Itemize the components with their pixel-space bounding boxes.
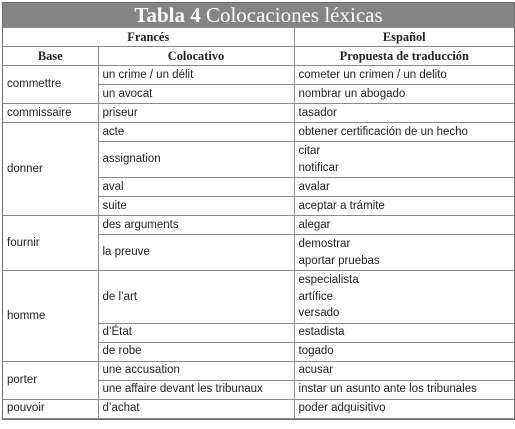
colocativo-cell: d’achat [98, 399, 294, 418]
colocativo-cell: suite [98, 197, 294, 216]
colocativo-cell: un crime / un délit [98, 66, 294, 85]
traduccion-line: obtener certificación de un hecho [298, 125, 468, 138]
base-cell: donner [3, 123, 98, 216]
column-header-base: Base [3, 47, 98, 66]
base-cell: commettre [3, 66, 98, 104]
traduccion-line: acusar [298, 364, 334, 377]
table-title [3, 3, 514, 27]
traduccion-line: togado [298, 345, 334, 358]
group-header-frances: Francés [3, 28, 294, 47]
colocativo-cell: une accusation [98, 361, 294, 380]
traduccion-line: aceptar a trámite [298, 199, 385, 212]
table-row [3, 399, 514, 418]
traduccion-cell [294, 123, 514, 142]
collocations-table [3, 27, 514, 419]
traduccion-cell [294, 142, 514, 178]
traduccion-line: avalar [298, 180, 330, 193]
colocativo-cell: de robe [98, 342, 294, 361]
traduccion-line: instar un asunto ante los tribunales [298, 383, 477, 396]
colocativo-cell: acte [98, 123, 294, 142]
table-title-number: Tabla 4 [134, 3, 201, 27]
colocativo-cell: la preuve [98, 235, 294, 271]
column-header-traduccion: Propuesta de traducción [294, 47, 514, 66]
colocativo-cell: des arguments [98, 216, 294, 235]
traduccion-cell [294, 380, 514, 399]
colocativo-cell: aval [98, 178, 294, 197]
traduccion-line: cometer un crimen / un delito [298, 68, 447, 81]
traduccion-line: poder adquisitivo [298, 402, 386, 415]
traduccion-cell [294, 216, 514, 235]
table-row [3, 123, 514, 142]
traduccion-line: especialista [298, 274, 359, 286]
traduccion-cell [294, 197, 514, 216]
colocativo-cell: une affaire devant les tribunaux [98, 380, 294, 399]
traduccion-cell [294, 104, 514, 123]
traduccion-line: citar [298, 145, 321, 157]
table-frame [2, 2, 515, 420]
traduccion-cell [294, 342, 514, 361]
traduccion-cell [294, 235, 514, 271]
traduccion-line: versado [298, 307, 340, 319]
colocativo-cell: priseur [98, 104, 294, 123]
traduccion-line: alegar [298, 218, 331, 231]
table-row [3, 271, 514, 324]
traduccion-line: notificar [298, 161, 339, 174]
traduccion-cell [294, 399, 514, 418]
base-cell: fournir [3, 216, 98, 271]
traduccion-cell [294, 323, 514, 342]
group-header-espanol: Español [294, 28, 514, 47]
traduccion-cell [294, 178, 514, 197]
traduccion-line: aportar pruebas [298, 254, 380, 267]
base-cell: porter [3, 361, 98, 399]
table-row [3, 66, 514, 85]
traduccion-line: demostrar [298, 238, 351, 250]
table-row [3, 104, 514, 123]
traduccion-line: tasador [298, 106, 337, 119]
table-body [3, 66, 514, 419]
traduccion-line: nombrar un abogado [298, 87, 406, 100]
colocativo-cell: un avocat [98, 85, 294, 104]
base-cell: homme [3, 271, 98, 362]
traduccion-cell [294, 85, 514, 104]
colocativo-cell: assignation [98, 142, 294, 178]
colocativo-cell: d’État [98, 323, 294, 342]
column-header-colocativo: Colocativo [98, 47, 294, 66]
colocativo-cell: de l’art [98, 271, 294, 324]
traduccion-line: estadista [298, 326, 345, 339]
base-cell: pouvoir [3, 399, 98, 418]
table-row [3, 361, 514, 380]
traduccion-line: artífice [298, 290, 334, 303]
traduccion-cell [294, 66, 514, 85]
base-cell: commissaire [3, 104, 98, 123]
traduccion-cell [294, 271, 514, 324]
traduccion-cell [294, 361, 514, 380]
table-row [3, 216, 514, 235]
table-title-text: Colocaciones léxicas [205, 3, 383, 27]
